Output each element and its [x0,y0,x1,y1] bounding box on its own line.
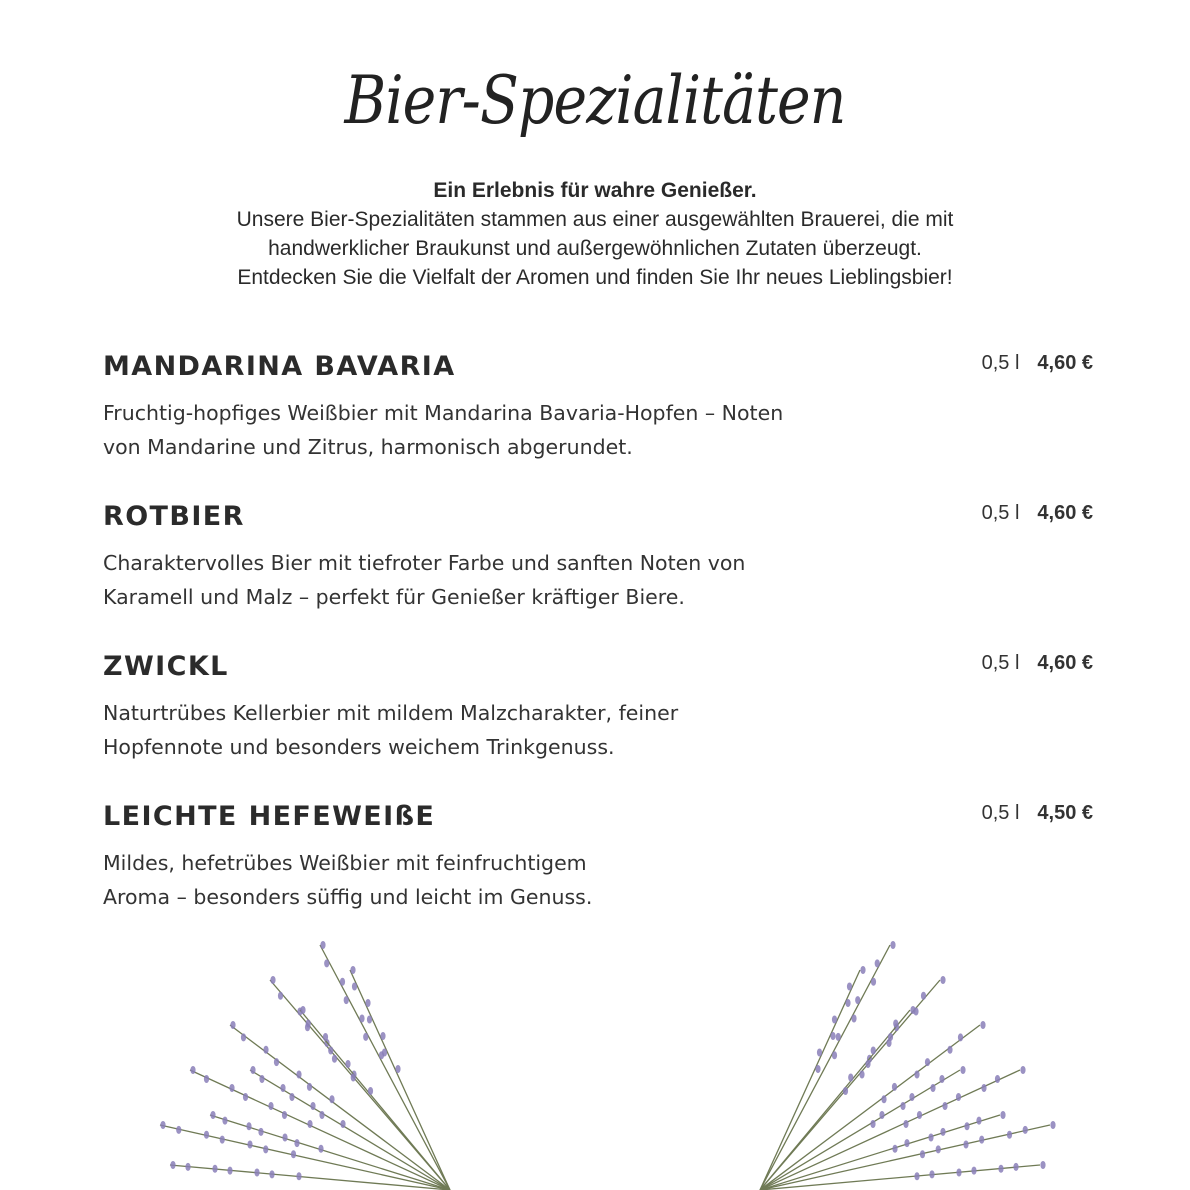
item-price: 4,60 € [1037,652,1093,674]
item-name: ROTBIER [103,501,245,532]
lavender-bud [282,1111,287,1119]
lavender-bud [851,1015,856,1023]
lavender-bud [300,1006,305,1014]
item-price-block [982,802,1093,825]
lavender-bud [227,1167,232,1175]
lavender-bud [1023,1126,1028,1134]
lavender-bud [230,1021,235,1029]
lavender-bud [280,1084,285,1092]
item-volume: 0,5 l [981,802,1020,824]
lavender-bud [368,1087,373,1095]
lavender-bud [855,996,860,1004]
lavender-bud [900,1102,905,1110]
lavender-bud [319,1111,324,1119]
lavender-bud [892,1145,897,1153]
lavender-bud [976,1117,981,1125]
lavender-bud [920,1150,925,1158]
lavender-bud [980,1021,985,1029]
lavender-bud [958,1033,963,1041]
lavender-bud [320,941,325,949]
lavender-bud [307,1083,312,1091]
lavender-bud [881,1095,886,1103]
lavender-bud [241,1033,246,1041]
item-price-block [982,652,1093,675]
lavender-bud [170,1161,175,1169]
item-name: MANDARINA BAVARIA [103,351,456,382]
menu-item [103,650,1093,764]
lavender-bud [289,1093,294,1101]
lavender-bud [815,1065,820,1073]
intro-line: Unsere Bier-Spezialitäten stammen aus einer ausgewählten Brauerei, die mit [236,208,954,231]
lavender-bud [258,1128,263,1136]
lavender-bud [995,1075,1000,1083]
lavender-bud [345,1060,350,1068]
lavender-stem [350,970,450,1190]
lavender-left-decoration [150,940,470,1190]
lavender-bud [332,1055,337,1063]
lavender-bud [269,1170,274,1178]
lavender-sprigs [760,941,1056,1190]
lavender-stem [760,945,890,1190]
lavender-bud [363,1033,368,1041]
lavender-bud [274,1058,279,1066]
lavender-bud [190,1066,195,1074]
lavender-bud [212,1165,217,1173]
lavender-bud [247,1141,252,1149]
lavender-bud [964,1122,969,1130]
page-title: Bier-Spezialitäten [344,62,846,139]
lavender-bud [859,1071,864,1079]
lavender-bud [981,1084,986,1092]
item-description-line: Aroma – besonders süffig und leicht im Genuss. [103,885,593,909]
lavender-bud [160,1121,165,1129]
lavender-bud [328,1047,333,1055]
lavender-bud [1000,1111,1005,1119]
lavender-bud [817,1049,822,1057]
lavender-bud [367,1016,372,1024]
lavender-bud [979,1136,984,1144]
lavender-bud [879,1111,884,1119]
lavender-bud [270,976,275,984]
lavender-bud [282,1134,287,1142]
lavender-bud [210,1111,215,1119]
lavender-bud [942,1102,947,1110]
item-description [103,396,883,464]
lavender-bud [871,1047,876,1055]
lavender-bud [329,1095,334,1103]
lavender-bud [832,1051,837,1059]
lavender-bud [352,983,357,991]
lavender-bud [903,1120,908,1128]
lavender-bud [888,1033,893,1041]
lavender-stem [250,1070,450,1190]
lavender-bud [185,1163,190,1171]
lavender-bud [904,1139,909,1147]
item-price-block [982,502,1093,525]
lavender-bud [963,1141,968,1149]
lavender-bud [1007,1131,1012,1139]
lavender-bud [960,1066,965,1074]
lavender-bud [939,1075,944,1083]
lavender-bud [324,959,329,967]
lavender-bud [318,1145,323,1153]
menu-item [103,500,1093,614]
lavender-bud [263,1145,268,1153]
lavender-bud [921,992,926,1000]
lavender-right-decoration [740,940,1060,1190]
lavender-bud [204,1075,209,1083]
lavender-bud [845,999,850,1007]
intro-line: handwerklicher Braukunst und außergewöhnlichen Zutaten überzeugt. [268,237,922,260]
lavender-bud [268,1102,273,1110]
lavender-bud [890,941,895,949]
item-volume: 0,5 l [981,652,1020,674]
lavender-bud [940,1128,945,1136]
intro-line: Entdecken Sie die Vielfalt der Aromen und finden Sie Ihr neues Lieblingsbier! [237,266,953,289]
lavender-bud [947,1046,952,1054]
lavender-bud [893,1020,898,1028]
lavender-bud [871,978,876,986]
lavender-bud [204,1131,209,1139]
item-description-line: Charaktervolles Bier mit tiefroter Farbe und sanften Noten von [103,551,746,575]
menu-item [103,800,1093,914]
lavender-bud [307,1120,312,1128]
lavender-stem [760,1070,1020,1190]
lavender-bud [956,1169,961,1177]
lavender-bud [259,1075,264,1083]
lavender-bud [910,1006,915,1014]
item-description-line: Fruchtig-hopfiges Weißbier mit Mandarina Bavaria-Hopfen – Noten [103,401,784,425]
lavender-stem [760,970,860,1190]
lavender-bud [263,1046,268,1054]
lavender-bud [892,1083,897,1091]
lavender-bud [278,992,283,1000]
lavender-bud [1020,1066,1025,1074]
lavender-bud [848,1074,853,1082]
lavender-bud [929,1170,934,1178]
lavender-bud [1013,1163,1018,1171]
lavender-bud [250,1066,255,1074]
lavender-bud [291,1150,296,1158]
lavender-bud [365,999,370,1007]
lavender-bud [998,1165,1003,1173]
lavender-bud [956,1093,961,1101]
lavender-bud [928,1134,933,1142]
lavender-bud [243,1093,248,1101]
intro-text [95,176,1095,292]
lavender-bud [220,1136,225,1144]
lavender-bud [176,1126,181,1134]
item-price: 4,60 € [1037,502,1093,524]
lavender-sprigs [160,941,450,1190]
lavender-bud [847,983,852,991]
lavender-bud [930,1084,935,1092]
lavender-bud [917,1111,922,1119]
lavender-bud [246,1122,251,1130]
lavender-bud [306,1020,311,1028]
lavender-bud [296,1071,301,1079]
lavender-bud [925,1058,930,1066]
lavender-bud [836,1033,841,1041]
lavender-bud [860,966,865,974]
item-price-block [982,352,1093,375]
item-description-line: Karamell und Malz – perfekt für Genießer kräftiger Biere. [103,585,685,609]
item-description [103,546,883,614]
lavender-bud [310,1102,315,1110]
item-description-line: Hopfennote und besonders weichem Trinkgenuss. [103,735,615,759]
item-description-line: von Mandarine und Zitrus, harmonisch abgerundet. [103,435,633,459]
lavender-bud [870,1120,875,1128]
lavender-bud [843,1087,848,1095]
item-volume: 0,5 l [981,502,1020,524]
lavender-stem [320,945,450,1190]
lavender-bud [1050,1121,1055,1129]
lavender-bud [940,976,945,984]
lavender-bud [294,1139,299,1147]
lavender-bud [380,1032,385,1040]
lavender-bud [382,1049,387,1057]
intro-lead: Ein Erlebnis für wahre Genießer. [433,179,757,202]
item-description [103,846,883,914]
lavender-bud [865,1060,870,1068]
item-price: 4,60 € [1037,352,1093,374]
lavender-bud [229,1084,234,1092]
lavender-bud [222,1117,227,1125]
lavender-bud [914,1172,919,1180]
item-volume: 0,5 l [981,352,1020,374]
lavender-bud [832,1016,837,1024]
lavender-bud [971,1167,976,1175]
item-name: ZWICKL [103,651,229,682]
lavender-bud [340,1120,345,1128]
item-name: LEICHTE HEFEWEIßE [103,801,436,832]
lavender-stem [300,1010,450,1190]
lavender-bud [909,1093,914,1101]
lavender-bud [350,966,355,974]
lavender-bud [323,1033,328,1041]
lavender-bud [936,1145,941,1153]
item-price: 4,50 € [1037,802,1093,824]
lavender-bud [875,959,880,967]
item-description-line: Naturtrübes Kellerbier mit mildem Malzcharakter, feiner [103,701,679,725]
lavender-bud [296,1172,301,1180]
lavender-bud [395,1065,400,1073]
menu-item [103,350,1093,464]
item-description [103,696,883,764]
lavender-bud [914,1071,919,1079]
lavender-bud [254,1169,259,1177]
lavender-bud [359,1015,364,1023]
lavender-bud [340,978,345,986]
item-description-line: Mildes, hefetrübes Weißbier mit feinfruchtigem [103,851,587,875]
lavender-bud [1040,1161,1045,1169]
lavender-bud [351,1074,356,1082]
lavender-bud [830,1032,835,1040]
lavender-bud [344,996,349,1004]
